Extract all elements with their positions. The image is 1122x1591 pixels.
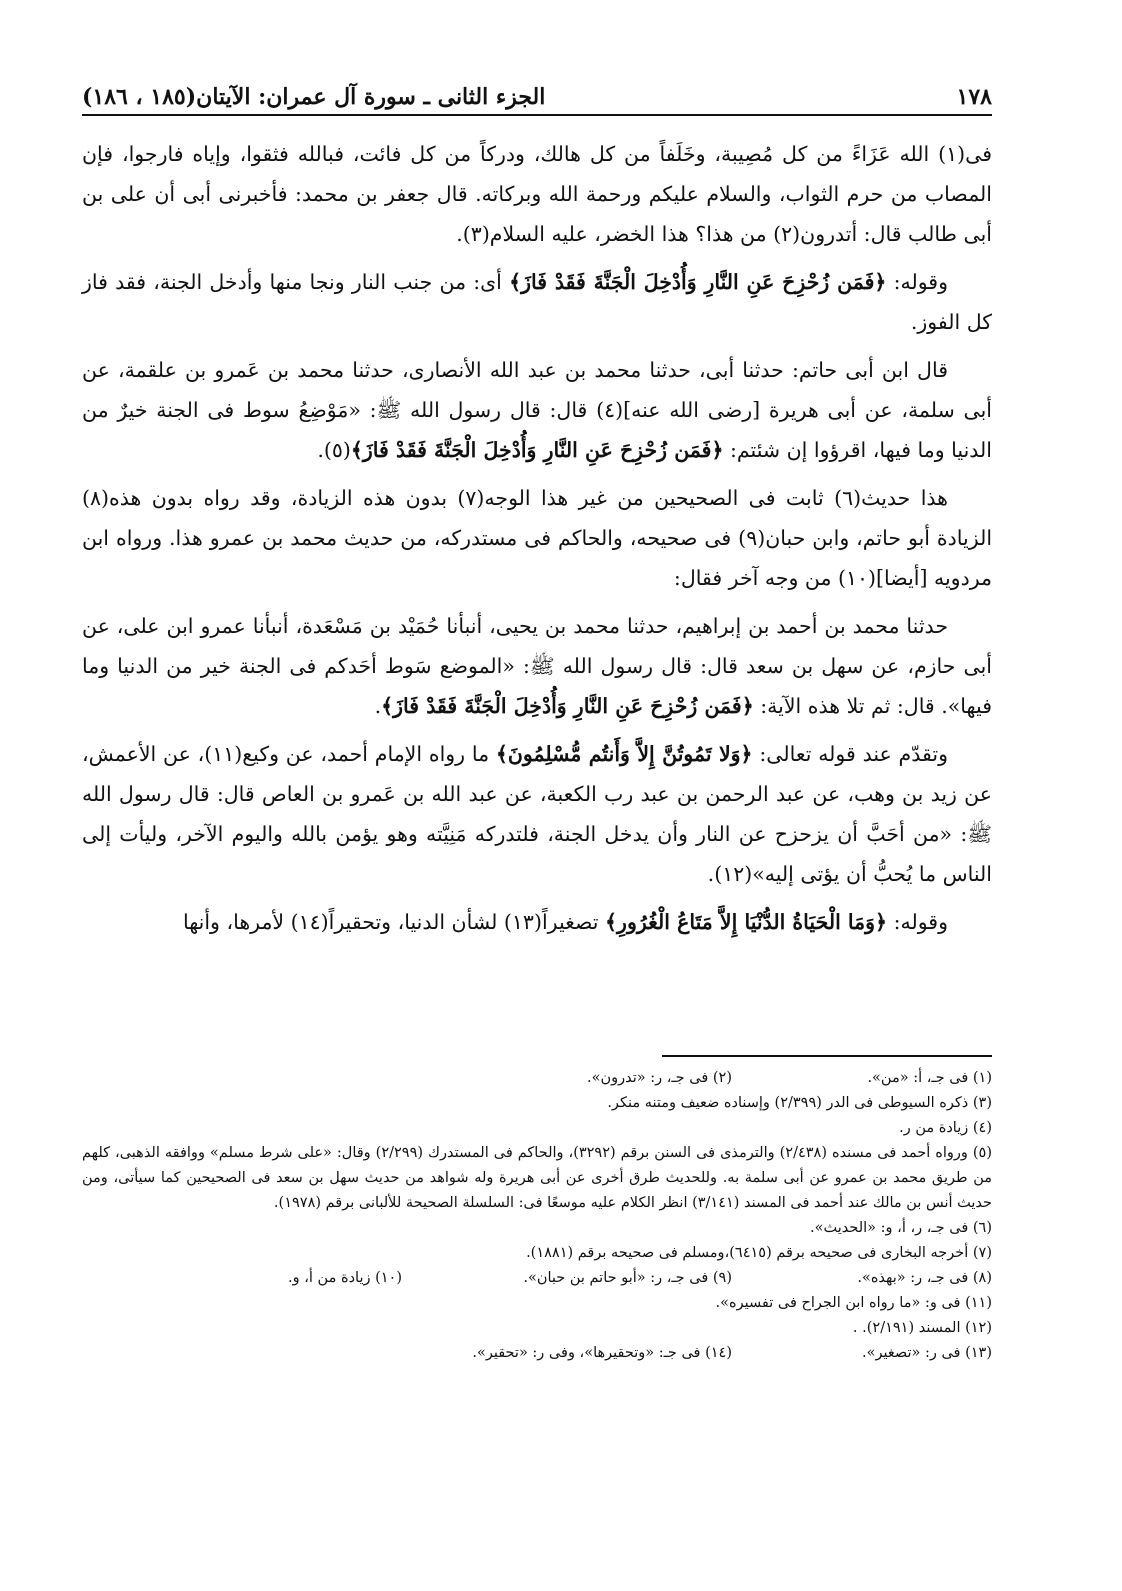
page-number: ١٧٨ [956, 84, 992, 110]
footnote-row [82, 1241, 992, 1266]
paragraph-3 [82, 350, 992, 470]
footnote-7: (٧) أخرجه البخارى فى صحيحه برقم (٦٤١٥)،ومسلم فى صحيحه برقم (١٨٨١). [526, 1245, 992, 1261]
footnote-6: (٦) فى جـ، ر، أ، و: «الحديث». [809, 1220, 992, 1236]
footnote-row [82, 1316, 992, 1341]
running-title: الجزء الثانى ـ سورة آل عمران: الآيتان(١٨٥ ، ١٨٦) [82, 84, 546, 110]
footnote-row [82, 1066, 992, 1091]
paragraph-5-lead: حدثنا محمد بن أحمد بن إبراهيم، حدثنا محمد بن يحيى، أنبأنا حُمَيْد بن مَسْعَدة، أنبأنا عمرو ابن على، عن أبى حازم، عن سهل بن سعد قال: قال رسول الله ﷺ: «الموضع سَوط أحَدكم فى الجنة خير من الدنيا وما فيها». قال: ثم تلا هذه الآية: [82, 614, 992, 718]
footnote-14: (١٤) فى جـ: «وتحقيرها»، وفى ر: «تحقير». [472, 1345, 732, 1361]
paragraph-7-rest: تصغيراً(١٣) لشأن الدنيا، وتحقيراً(١٤) لأمرها، وأنها [182, 910, 606, 934]
footnote-5: (٥) ورواه أحمد فى مسنده (٢/٤٣٨) والترمذى فى السنن برقم (٣٢٩٢)، والحاكم فى المستدرك (٢/٢٩٩) وقال: «على شرط مسلم» ووافقه الذهبى، كلهم من طريق محمد بن عمرو عن أبى سلمة به. وللحديث طرق أخرى عن أبى هريرة وله شواهد من حديث سهل بن سعد فى الصحيحين كما سيأتى، ومن حديث أنس بن مالك عند أحمد فى المسند (٣/١٤١) انظر الكلام عليه موسعًا فى: السلسلة الصحيحة للألبانى برقم (١٩٧٨). [82, 1145, 992, 1211]
footnote-8: (٨) فى جـ، ر: «بهذه». [857, 1270, 992, 1286]
footnote-row [82, 1091, 992, 1116]
paragraph-2-rest: أى: من جنب النار ونجا منها وأدخل الجنة، فقد فاز كل الفوز. [82, 270, 992, 334]
paragraph-1: فى(١) الله عَزَاءً من كل مُصِيبة، وخَلَفاً من كل هالك، ودركاً من كل فائت، فبالله فثقوا، وإياه فارجوا، فإن المصاب من حرم الثواب، والسلام عليكم ورحمة الله وبركاته. قال جعفر بن محمد: فأخبرنى أبى أن على بن أبى طالب قال: أتدرون(٢) من هذا؟ هذا الخضر، عليه السلام(٣). [82, 142, 992, 246]
paragraph-7-lead: وقوله: [887, 910, 948, 934]
paragraph-4: هذا حديث(٦) ثابت فى الصحيحين من غير هذا الوجه(٧) بدون هذه الزيادة، وقد رواه بدون هذه(٨) الزيادة أبو حاتم، وابن حبان(٩) فى صحيحه، والحاكم فى مستدركه، من حديث محمد بن عمرو هذا. ورواه ابن مردويه [أيضا](١٠) من وجه آخر فقال: [82, 486, 993, 590]
footnote-11: (١١) فى و: «ما رواه ابن الجراح فى تفسيره». [715, 1295, 992, 1311]
paragraph-5 [82, 606, 992, 726]
quran-verse-5: ﴿وَمَا الْحَيَاةُ الدُّنْيَا إِلاَّ مَتَاعُ الْغُرُورِ﴾ [605, 910, 888, 934]
paragraph-3-rest: (٥). [317, 438, 351, 462]
footnote-13: (١٣) فى ر: «تصغير». [862, 1345, 992, 1361]
paragraph-7 [82, 902, 992, 942]
footnote-row [82, 1266, 992, 1291]
footnote-9: (٩) فى جـ، ر: «أبو حاتم بن حبان». [523, 1270, 732, 1286]
page-header [82, 78, 992, 116]
paragraph-3-lead: قال ابن أبى حاتم: حدثنا أبى، حدثنا محمد بن عبد الله الأنصارى، حدثنا محمد بن عَمرو بن علقمة، عن أبى سلمة، عن أبى هريرة [رضى الله عنه](٤) قال: قال رسول الله ﷺ: «مَوْضِعُ سوط فى الجنة خيرٌ من الدنيا وما فيها، اقرؤوا إن شئتم: [82, 358, 992, 462]
footnote-row [82, 1291, 992, 1316]
quran-verse-2: ﴿فَمَن زُحْزِحَ عَنِ النَّارِ وَأُدْخِلَ الْجَنَّةَ فَقَدْ فَازَ﴾ [350, 438, 724, 462]
footnote-10: (١٠) زيادة من أ، و. [288, 1270, 402, 1286]
quran-verse-3: ﴿فَمَن زُحْزِحَ عَنِ النَّارِ وَأُدْخِلَ الْجَنَّةَ فَقَدْ فَازَ﴾ [381, 694, 754, 718]
paragraph-6-rest: ما رواه الإمام أحمد، عن وكيع(١١)، عن الأعمش، عن زيد بن وهب، عن عبد الرحمن بن عبد رب الكعبة، عن عبد الله بن عَمرو بن العاص قال: قال رسول الله ﷺ: «من أحَبَّ أن يزحزح عن النار وأن يدخل الجنة، فلتدركه مَنِيَّته وهو يؤمن بالله واليوم الآخر، وليأت إلى الناس ما يُحبُّ أن يؤتى إليه»(١٢). [82, 742, 992, 886]
footnote-2: (٢) فى جـ، ر: «تدرون». [586, 1070, 732, 1086]
footnote-row [82, 1216, 992, 1241]
quran-verse-1: ﴿فَمَن زُحْزِحَ عَنِ النَّارِ وَأُدْخِلَ الْجَنَّةَ فَقَدْ فَازَ﴾ [509, 270, 887, 294]
paragraph-2-lead: وقوله: [886, 270, 949, 294]
footnote-separator [662, 1055, 992, 1057]
paragraph-6 [82, 734, 992, 894]
footnote-1: (١) فى جـ، أ: «من». [867, 1070, 992, 1086]
footnote-row [82, 1341, 992, 1366]
quran-verse-4: ﴿وَلا تَمُوتُنَّ إِلاَّ وَأَنتُم مُّسْلِمُونَ﴾ [495, 742, 753, 766]
paragraph-6-lead: وتقدّم عند قوله تعالى: [752, 742, 948, 766]
paragraph-2 [82, 262, 992, 342]
footnote-12: (١٢) المسند (٢/١٩١). . [852, 1320, 992, 1336]
main-text [82, 134, 992, 950]
footnote-row [82, 1116, 992, 1141]
footnote-4: (٤) زيادة من ر. [899, 1120, 992, 1136]
footnote-3: (٣) ذكره السيوطى فى الدر (٢/٣٩٩) وإسناده ضعيف ومتنه منكر. [607, 1095, 992, 1111]
paragraph-5-rest: . [374, 694, 382, 718]
footnotes [82, 1066, 992, 1366]
